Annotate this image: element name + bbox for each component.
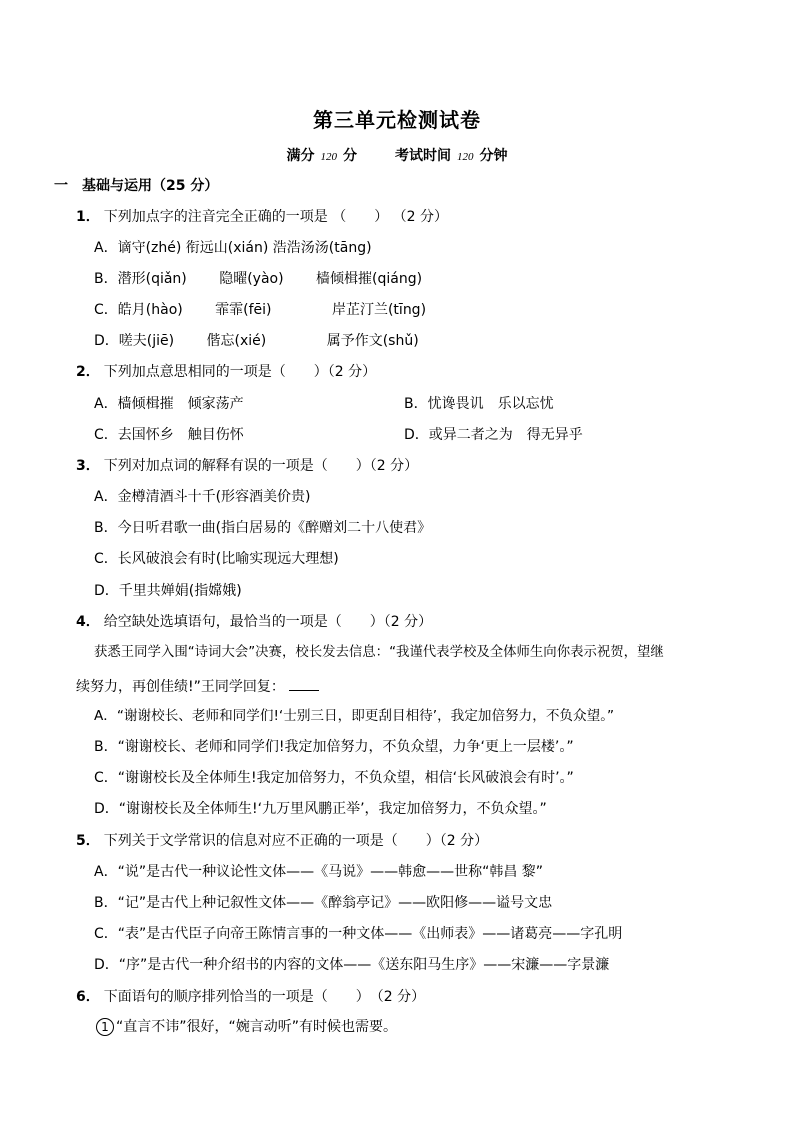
option-b: B．“谢谢校长、老师和同学们!我定加倍努力，不负众望，力争‘更上一层楼’。” [94,739,574,755]
time-unit: 分钟 [479,148,508,164]
question-paragraph-cont: 续努力，再创佳绩!”王同学回复： [76,676,319,696]
option-b: B．“记”是古代上种记叙性文体——《醉翁亭记》——欧阳修——谥号文忠 [94,895,553,911]
question-paragraph: 获悉王同学入围“诗词大会”决赛，校长发去信息：“我谨代表学校及全体师生向你表示祝贺，望继 [94,645,664,660]
option-d: D．“谢谢校长及全体师生!‘九万里风鹏正举’，我定加倍努力，不负众望。” [94,801,547,817]
question-number: 2． [76,364,100,380]
option-b: B．忧谗畏讥 乐以忘忧 [404,396,554,412]
answer-blank [289,676,319,691]
question-2 [76,363,376,381]
question-4 [76,613,432,631]
question-5 [76,832,488,850]
option-d: D．或异二者之为 得无异乎 [404,427,583,443]
score-label: 满分 [286,148,315,164]
option-d: D．千里共婵娟(指嫦娥) [94,583,242,599]
option-c: C．皓月(hào) 霏霏(fēi) 岸芷汀兰(tīng) [94,302,427,318]
question-number: 5． [76,833,100,849]
time-label: 考试时间 [395,148,451,164]
option-a: A．谪守(zhé) 衔远山(xián) 浩浩汤汤(tāng) [94,240,372,256]
question-stem: 下列加点字的注音完全正确的一项是 （ ） （2 分） [103,209,449,225]
question-stem: 下列对加点词的解释有误的一项是（ ）（2 分） [103,458,419,474]
exam-info [0,145,794,165]
question-number: 3． [76,458,100,474]
question-stem: 下列关于文学常识的信息对应不正确的一项是（ ）（2 分） [103,833,489,849]
section-heading: 一 基础与运用（25 分） [54,178,219,194]
order-item-1: 1 “直言不讳”很好，“婉言动听”有时候也需要。 [96,1018,397,1036]
option-a: A．金樽清酒斗十千(形容酒美价贵) [94,489,311,505]
option-a: A．“谢谢校长、老师和同学们!‘士别三日，即更刮目相待’，我定加倍努力，不负众望。” [94,708,615,724]
question-stem: 下列加点意思相同的一项是（ ）（2 分） [103,364,377,380]
option-d: D．嗟夫(jiē) 偕忘(xié) 属予作文(shǔ) [94,333,419,349]
option-c: C．长风破浪会有时(比喻实现远大理想) [94,551,339,567]
option-c: C．去国怀乡 触目伤怀 [94,427,244,443]
option-c: C．“表”是古代臣子向帝王陈情言事的一种文体——《出师表》——诸葛亮——字孔明 [94,926,623,942]
option-a: A．樯倾楫摧 倾家荡产 [94,396,244,412]
question-3 [76,457,418,475]
score-value: 120 [320,151,337,163]
time-value: 120 [457,151,474,163]
circled-number: 1 [96,1018,114,1036]
question-6 [76,988,425,1006]
option-c: C．“谢谢校长及全体师生!我定加倍努力，不负众望，相信‘长风破浪会有时’。” [94,770,574,786]
option-a: A．“说”是古代一种议论性文体——《马说》——韩愈——世称“韩昌 黎” [94,864,544,880]
question-number: 1． [76,209,100,225]
question-stem: 下面语句的顺序排列恰当的一项是（ ） （2 分） [103,989,426,1005]
option-b: B．今日听君歌一曲(指白居易的《醉赠刘二十八使君》 [94,520,432,536]
question-number: 4． [76,614,100,630]
score-unit: 分 [343,148,357,164]
page-title: 第三单元检测试卷 [313,108,481,132]
question-number: 6． [76,989,100,1005]
question-stem: 给空缺处选填语句，最恰当的一项是（ ）（2 分） [103,614,433,630]
question-1 [76,208,448,226]
option-b: B．潜形(qiǎn) 隐曜(yào) 樯倾楫摧(qiáng) [94,271,423,287]
option-d: D．“序”是古代一种介绍书的内容的文体——《送东阳马生序》——宋濂——字景濂 [94,957,610,973]
